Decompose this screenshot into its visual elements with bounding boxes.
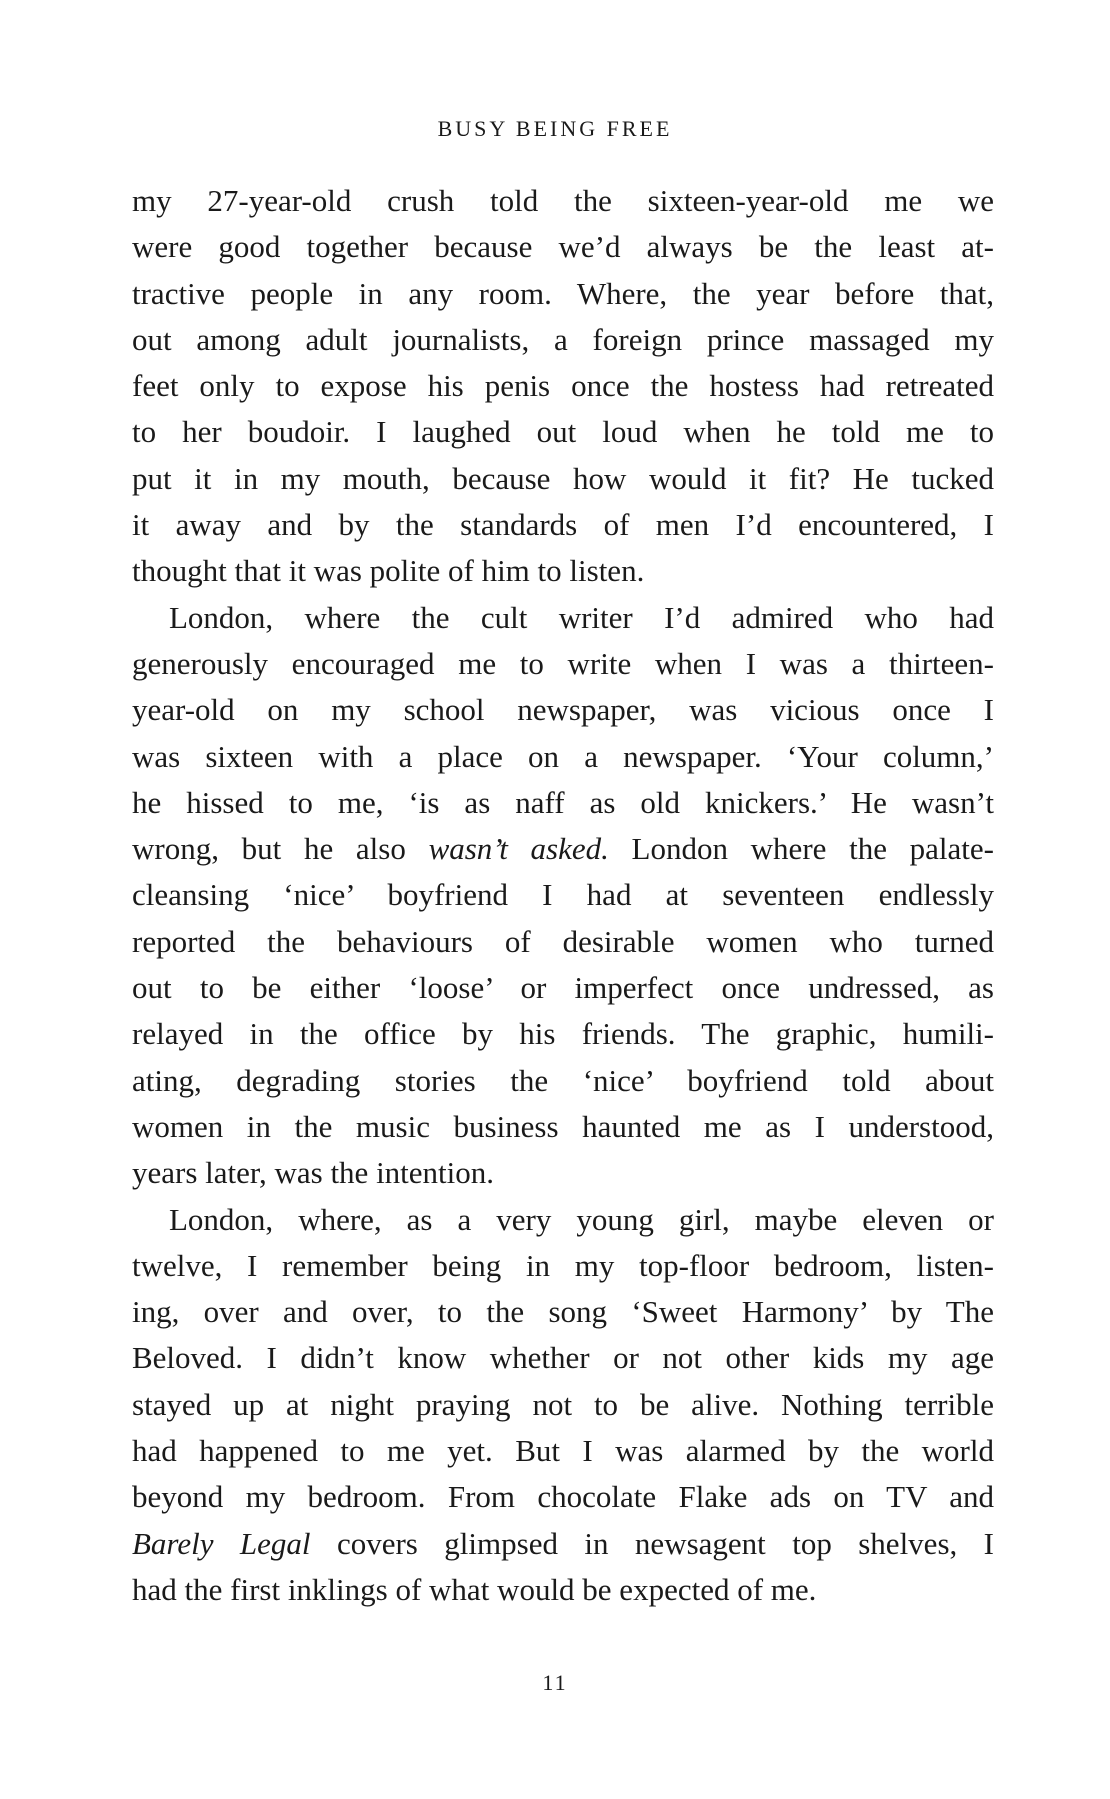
text-line (132, 1567, 994, 1613)
text-line (132, 1335, 994, 1381)
text-line (132, 1197, 994, 1243)
text-line (132, 271, 994, 317)
text-segment: ating, degrading stories the ‘nice’ boyfriend told about (132, 1062, 994, 1098)
text-segment: covers glimpsed in newsagent top shelves, I (310, 1525, 994, 1561)
text-line (132, 826, 994, 872)
text-line (132, 595, 994, 641)
text-segment: had the first inklings of what would be expected of me. (132, 1571, 817, 1607)
text-line (132, 734, 994, 780)
text-line (132, 780, 994, 826)
text-segment: Beloved. I didn’t know whether or not other kids my age (132, 1340, 994, 1376)
text-line (132, 456, 994, 502)
text-segment: relayed in the office by his friends. The graphic, humili- (132, 1016, 994, 1052)
text-segment: beyond my bedroom. From chocolate Flake ads on TV and (132, 1479, 994, 1515)
text-line (132, 1150, 994, 1196)
text-segment: years later, was the intention. (132, 1155, 495, 1191)
text-line (132, 409, 994, 455)
text-segment: thought that it was polite of him to listen. (132, 553, 645, 589)
text-segment: was sixteen with a place on a newspaper. ‘Your column,’ (132, 738, 994, 774)
text-line (132, 502, 994, 548)
text-line (132, 1104, 994, 1150)
text-segment: twelve, I remember being in my top-floor bedroom, listen- (132, 1247, 994, 1283)
text-line (132, 317, 994, 363)
text-segment: put it in my mouth, because how would it fit? He tucked (132, 460, 994, 496)
text-segment: women in the music business haunted me as I understood, (132, 1108, 994, 1144)
text-segment: he hissed to me, ‘is as naff as old knickers.’ He wasn’t (132, 784, 994, 820)
text-segment: stayed up at night praying not to be alive. Nothing terrible (132, 1386, 994, 1422)
text-segment: out to be either ‘loose’ or imperfect once undressed, as (132, 970, 994, 1006)
text-segment: generously encouraged me to write when I was a thirteen- (132, 645, 994, 681)
text-segment: tractive people in any room. Where, the year before that, (132, 275, 994, 311)
text-segment: had happened to me yet. But I was alarmed by the world (132, 1433, 994, 1469)
text-segment: were good together because we’d always be the least at- (132, 229, 994, 265)
text-segment: London, where the cult writer I’d admired who had (169, 599, 994, 635)
text-segment: to her boudoir. I laughed out loud when he told me to (132, 414, 994, 450)
text-segment: London, where, as a very young girl, maybe eleven or (169, 1201, 994, 1237)
text-line (132, 1382, 994, 1428)
text-line (132, 1058, 994, 1104)
text-segment: it away and by the standards of men I’d encountered, I (132, 507, 994, 543)
body-text (132, 178, 994, 1613)
italic-text: wasn’t asked. (428, 831, 609, 867)
text-segment: year-old on my school newspaper, was vicious once I (132, 692, 994, 728)
text-line (132, 687, 994, 733)
text-line (132, 1289, 994, 1335)
text-line (132, 1243, 994, 1289)
text-line (132, 965, 994, 1011)
text-segment: reported the behaviours of desirable women who turned (132, 923, 994, 959)
italic-text: Barely Legal (132, 1525, 311, 1561)
text-line (132, 1474, 994, 1520)
text-segment: my 27-year-old crush told the sixteen-year-old me we (132, 183, 994, 218)
text-segment: ing, over and over, to the song ‘Sweet Harmony’ by The (132, 1294, 994, 1330)
page-number: 11 (542, 1670, 568, 1695)
text-line (132, 224, 994, 270)
text-segment: cleansing ‘nice’ boyfriend I had at seventeen endlessly (132, 877, 994, 913)
text-line (132, 363, 994, 409)
text-segment: feet only to expose his penis once the hostess had retreated (132, 368, 994, 404)
text-line (132, 548, 994, 594)
text-line (132, 872, 994, 918)
text-segment: wrong, but he also (132, 831, 429, 867)
text-line (132, 641, 994, 687)
text-line (132, 1428, 994, 1474)
text-line (132, 1521, 994, 1567)
text-segment: London where the palate- (608, 831, 994, 867)
text-line (132, 919, 994, 965)
text-segment: out among adult journalists, a foreign prince massaged my (132, 321, 994, 357)
text-line (132, 1011, 994, 1057)
text-line (132, 178, 994, 224)
running-head: BUSY BEING FREE (437, 116, 673, 141)
